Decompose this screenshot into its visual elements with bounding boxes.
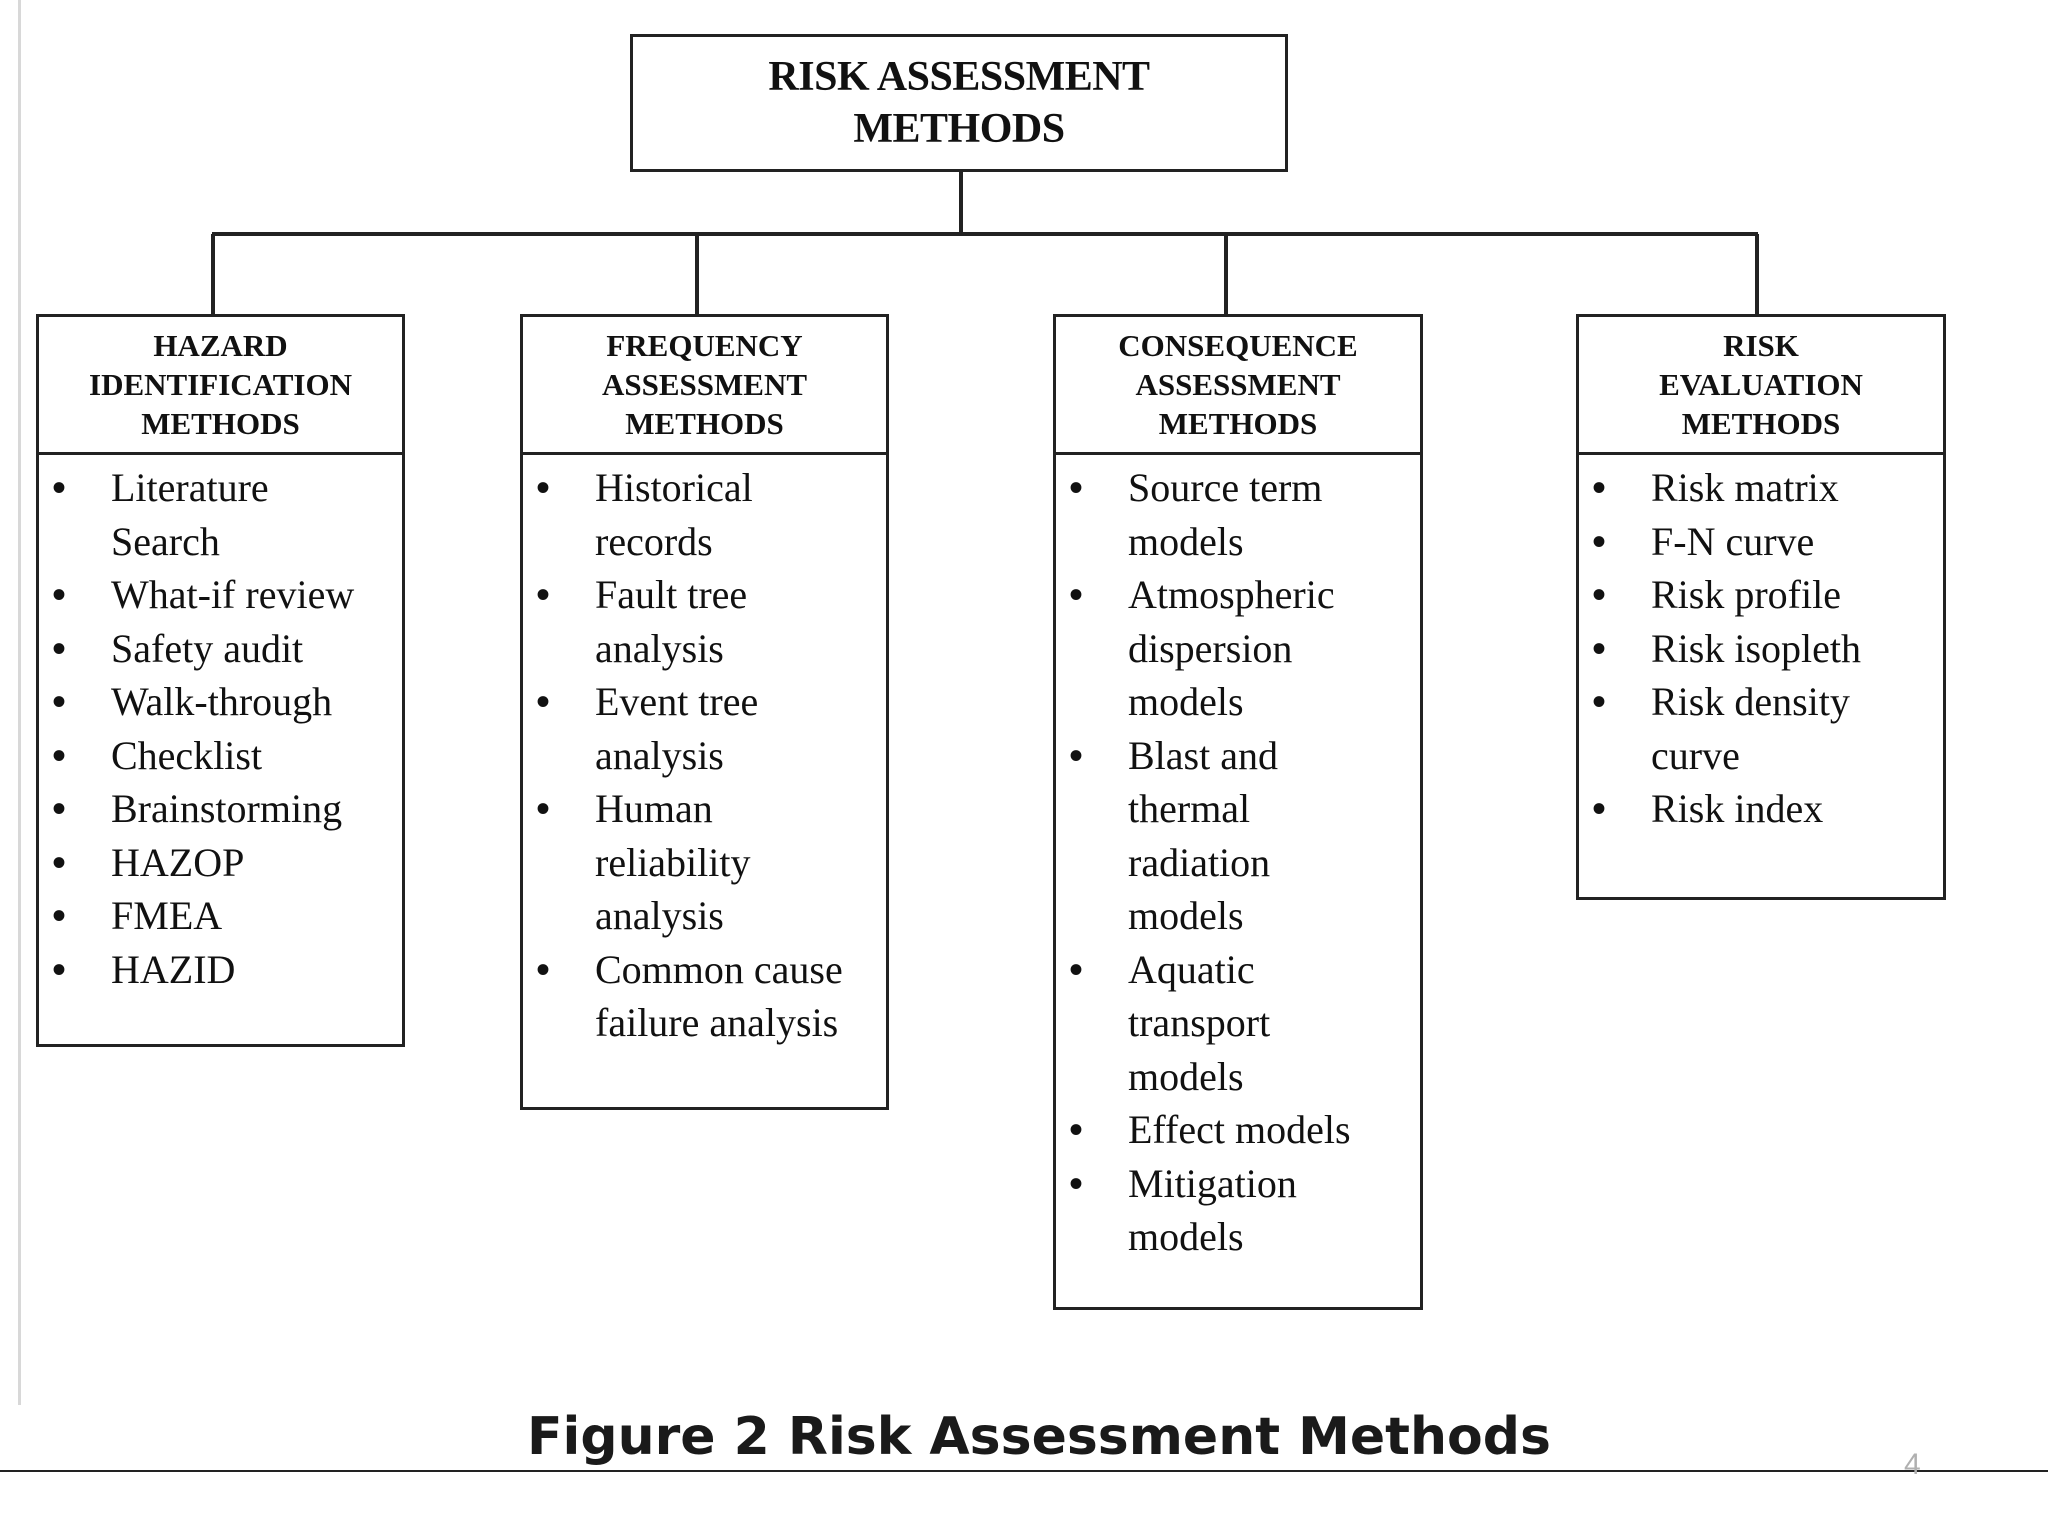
list-item: • What-if review: [39, 568, 402, 622]
bullet-icon: •: [1591, 572, 1606, 617]
bullet-icon: •: [535, 465, 550, 510]
list-item: • Risk profile: [1579, 568, 1943, 622]
list-item: • Mitigation models: [1056, 1157, 1420, 1264]
bullet-icon: •: [51, 839, 66, 885]
bullet-icon: •: [1591, 465, 1606, 510]
category-box-risk-evaluation: [1576, 314, 1946, 900]
bullet-icon: •: [51, 732, 66, 778]
category-title-hazard-identification: HAZARD IDENTIFICATION METHODS: [39, 317, 402, 455]
bullet-icon: •: [1068, 1160, 1083, 1206]
footer-rule: [0, 1470, 2048, 1472]
list-item: • Risk isopleth: [1579, 622, 1943, 676]
bullet-icon: •: [535, 946, 550, 992]
list-item: • Fault tree analysis: [523, 568, 886, 675]
list-item: • Effect models: [1056, 1103, 1420, 1157]
bullet-icon: •: [51, 679, 66, 724]
list-item: • Checklist: [39, 729, 402, 783]
bullet-icon: •: [535, 572, 550, 617]
list-item: • HAZID: [39, 943, 402, 997]
category-title-frequency-assessment: FREQUENCY ASSESSMENT METHODS: [523, 317, 886, 455]
list-item: • FMEA: [39, 889, 402, 943]
bullet-icon: •: [1591, 786, 1606, 831]
bullet-icon: •: [1068, 465, 1083, 510]
bullet-icon: •: [1591, 679, 1606, 724]
list-item: • Risk density curve: [1579, 675, 1943, 782]
category-box-hazard-identification: [36, 314, 405, 1047]
list-item: • Atmospheric dispersion models: [1056, 568, 1420, 729]
list-item: • Literature Search: [39, 461, 402, 568]
bullet-icon: •: [1068, 946, 1083, 992]
list-item: • Common cause failure analysis: [523, 943, 886, 1050]
bullet-icon: •: [51, 786, 66, 831]
bullet-icon: •: [1591, 518, 1606, 564]
list-item: • Walk-through: [39, 675, 402, 729]
list-item: • Risk matrix: [1579, 461, 1943, 515]
figure-caption: Figure 2 Risk Assessment Methods: [527, 1407, 1551, 1467]
list-item: • HAZOP: [39, 836, 402, 890]
list-item: • Risk index: [1579, 782, 1943, 836]
bullet-icon: •: [1591, 625, 1606, 671]
bullet-icon: •: [1068, 572, 1083, 617]
category-title-consequence-assessment: CONSEQUENCE ASSESSMENT METHODS: [1056, 317, 1420, 455]
bullet-icon: •: [51, 572, 66, 617]
list-item: • Blast and thermal radiation models: [1056, 729, 1420, 943]
bullet-icon: •: [51, 625, 66, 671]
page-number: 4: [1904, 1448, 1921, 1481]
list-item: • Aquatic transport models: [1056, 943, 1420, 1104]
root-title: RISK ASSESSMENT METHODS: [768, 54, 1150, 152]
bullet-icon: •: [51, 946, 66, 992]
bullet-icon: •: [51, 893, 66, 938]
bullet-icon: •: [1068, 1107, 1083, 1152]
list-item: • Brainstorming: [39, 782, 402, 836]
root-box: [630, 34, 1288, 172]
list-item: • Human reliability analysis: [523, 782, 886, 943]
method-list-hazard-identification: [39, 455, 402, 996]
bullet-icon: •: [1068, 732, 1083, 778]
bullet-icon: •: [535, 679, 550, 724]
list-item: • F-N curve: [1579, 515, 1943, 569]
list-item: • Source term models: [1056, 461, 1420, 568]
bullet-icon: •: [535, 786, 550, 831]
list-item: • Event tree analysis: [523, 675, 886, 782]
category-title-risk-evaluation: RISK EVALUATION METHODS: [1579, 317, 1943, 455]
method-list-consequence-assessment: [1056, 455, 1420, 1264]
method-list-frequency-assessment: [523, 455, 886, 1050]
method-list-risk-evaluation: [1579, 455, 1943, 836]
list-item: • Safety audit: [39, 622, 402, 676]
category-box-consequence-assessment: [1053, 314, 1423, 1310]
bullet-icon: •: [51, 465, 66, 510]
list-item: • Historical records: [523, 461, 886, 568]
category-box-frequency-assessment: [520, 314, 889, 1110]
